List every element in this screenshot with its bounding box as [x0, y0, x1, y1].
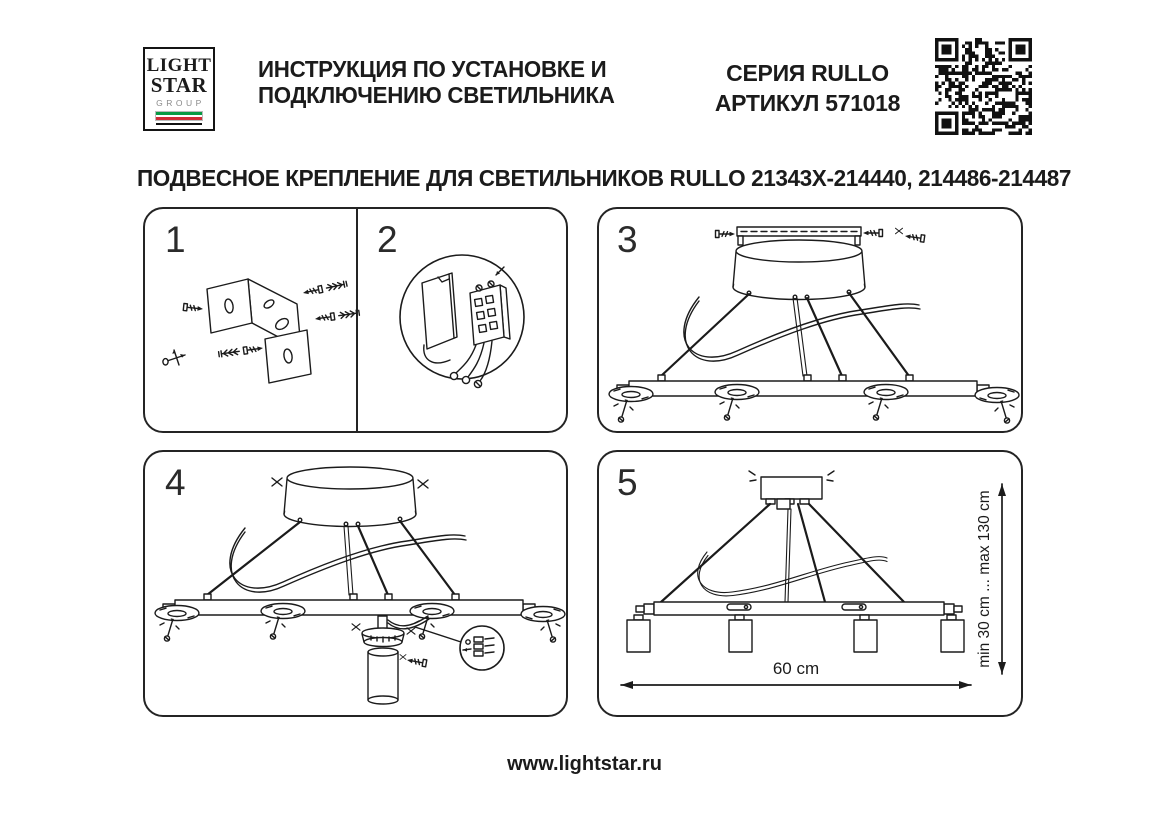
step-number-3: 3 — [617, 219, 638, 260]
canopy — [733, 240, 865, 300]
canopy-side-view — [749, 471, 834, 509]
italian-flag-icon — [155, 111, 203, 121]
lamp-connection-diagram — [145, 452, 566, 715]
panel-step-5 — [597, 450, 1023, 717]
screw-icon — [163, 350, 185, 365]
screw-icon — [863, 230, 883, 237]
wall-plug-icon — [218, 345, 263, 358]
wall-plug-icon — [302, 280, 347, 296]
screw-icon — [716, 231, 736, 238]
tighten-mark-icon — [400, 655, 406, 660]
tighten-mark-icon — [352, 624, 360, 630]
tighten-mark-icon — [407, 628, 415, 634]
logo-word: GROUP — [156, 98, 205, 108]
dimensions-diagram — [599, 452, 1021, 715]
fixture-bar — [609, 375, 1019, 423]
panel-steps-1-2 — [143, 207, 568, 433]
article-label: АРТИКУЛ 571018 — [714, 90, 901, 116]
terminal-detail — [460, 626, 504, 670]
series-block — [700, 58, 915, 118]
logo-underline — [156, 123, 202, 126]
title-line-2: ПОДКЛЮЧЕНИЮ СВЕТИЛЬНИКА — [258, 82, 615, 108]
pendant-lamp — [352, 616, 461, 704]
canopy — [284, 467, 416, 527]
fixture-bar-side-view — [636, 602, 962, 615]
height-label: min 30 cm ... max 130 cm — [976, 490, 993, 668]
series-label: СЕРИЯ RULLO — [726, 60, 889, 86]
screw-icon — [406, 657, 426, 667]
step-number-2: 2 — [377, 219, 398, 260]
width-dimension — [621, 659, 971, 689]
logo-word: STAR — [150, 73, 208, 97]
bracket-and-wiring-diagram — [145, 209, 566, 431]
step-number-5: 5 — [617, 462, 638, 503]
tighten-mark-icon — [272, 478, 282, 486]
lightstar-logo — [143, 47, 215, 131]
screw-icon — [183, 303, 203, 312]
mounting-bracket-diagram — [163, 279, 360, 383]
tighten-mark-icon — [418, 480, 428, 488]
width-label: 60 cm — [772, 659, 820, 678]
panel-step-3 — [597, 207, 1023, 433]
height-dimension — [976, 484, 1006, 674]
qr-code — [935, 38, 1032, 135]
panel-step-4 — [143, 450, 568, 717]
suspension-to-bracket-diagram — [599, 209, 1021, 431]
footer-url: www.lightstar.ru — [507, 753, 662, 775]
lamp-shades — [627, 615, 964, 652]
screw-icon — [905, 233, 925, 243]
wiring-detail-diagram — [400, 255, 524, 388]
fixture-bar — [155, 594, 565, 642]
page-title — [258, 56, 615, 108]
subtitle: ПОДВЕСНОЕ КРЕПЛЕНИЕ ДЛЯ СВЕТИЛЬНИКОВ RULLO 21343X-214440, 214486-214487 — [137, 165, 1072, 191]
tighten-mark-icon — [896, 228, 903, 234]
step-number-1: 1 — [165, 219, 186, 260]
wall-plug-icon — [315, 309, 360, 322]
step-number-4: 4 — [165, 462, 186, 503]
title-line-1: ИНСТРУКЦИЯ ПО УСТАНОВКЕ И — [258, 56, 607, 82]
logo-word: LIGHT — [146, 55, 212, 76]
